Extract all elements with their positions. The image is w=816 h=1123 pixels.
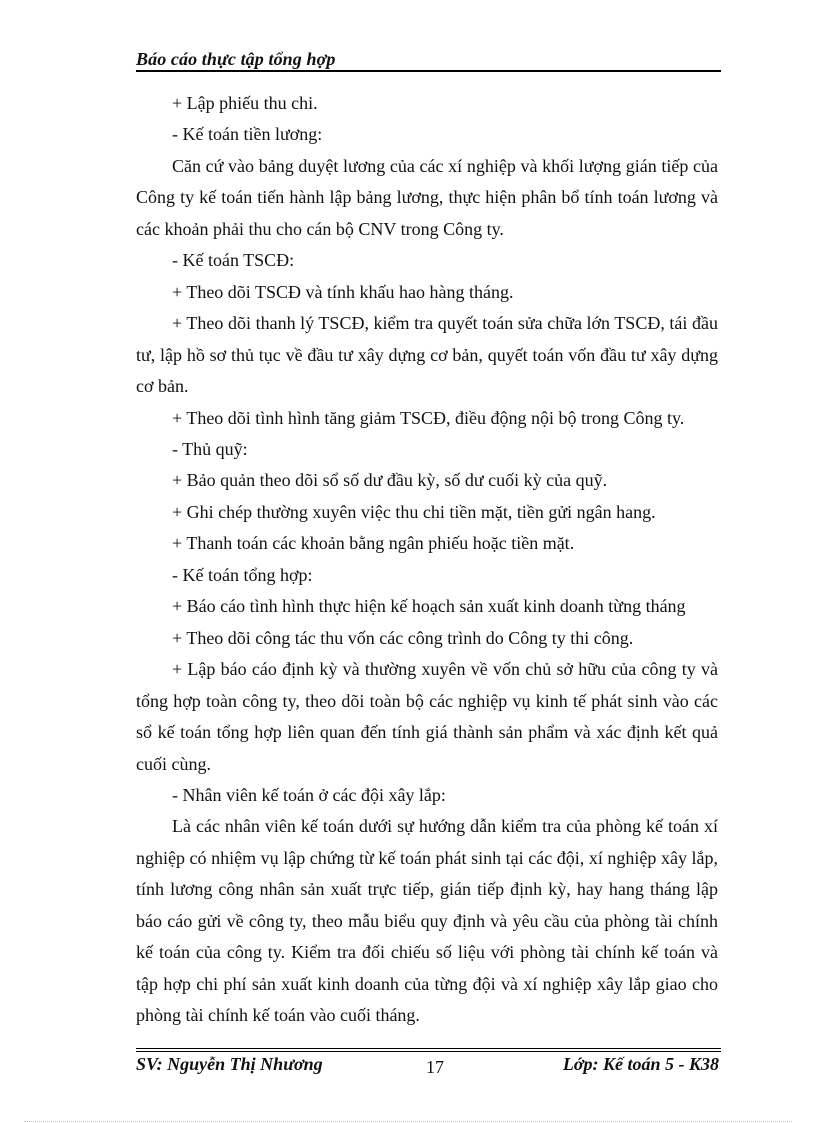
paragraph: - Nhân viên kế toán ở các đội xây lắp: [172,784,446,805]
page-edge-divider [24,1121,792,1122]
paragraph: Căn cứ vào bảng duyệt lương của các xí nghiệp và khối lượng gián tiếp của Công ty kế toán tiến hành lập bảng lương, thực hiện phân bổ tính toán lương và các khoản phải thu cho cán bộ CNV trong Công ty. [136,155,718,239]
footer-student: SV: Nguyễn Thị Nhương [136,1054,323,1074]
paragraph: + Theo dõi tình hình tăng giảm TSCĐ, điều động nội bộ trong Công ty. [172,407,685,428]
paragraph: + Theo dõi thanh lý TSCĐ, kiểm tra quyết toán sửa chữa lớn TSCĐ, tái đầu tư, lập hồ sơ thủ tục về đầu tư xây dựng cơ bản, quyết toán vốn đầu tư xây dựng cơ bản. [136,313,718,397]
header-title: Báo cáo thực tập tổng hợp [136,49,336,69]
paragraph: Là các nhân viên kế toán dưới sự hướng dẫn kiểm tra của phòng kế toán xí nghiệp có nhiệm vụ lập chứng từ kế toán phát sinh tại các đội, xí nghiệp xây lắp, tính lương công nhân sản xuất trực tiếp, gián tiếp định kỳ, hay hang tháng lập báo cáo gửi về công ty, theo mẫu biểu quy định và yêu cầu của phòng tài chính kế toán của công ty. Kiểm tra đối chiếu số liệu với phòng tài chính kế toán và tập hợp chi phí sản xuất kinh doanh của từng đội và xí nghiệp xây lắp giao cho phòng tài chính kế toán vào cuối tháng. [136,816,718,1026]
paragraph: - Kế toán tiền lương: [172,124,323,145]
paragraph: + Bảo quản theo dõi sổ số dư đầu kỳ, số dư cuối kỳ của quỹ. [172,470,608,491]
paragraph: + Theo dõi công tác thu vốn các công trình do Công ty thi công. [172,627,634,648]
paragraph: - Kế toán TSCĐ: [172,250,295,271]
paragraph: + Lập báo cáo định kỳ và thường xuyên về vốn chủ sở hữu của công ty và tổng hợp toàn công ty, theo dõi toàn bộ các nghiệp vụ kinh tế phát sinh vào các sổ kế toán tổng hợp liên quan đến tính giá thành sản phẩm và xác định kết quả cuối cùng. [136,659,718,774]
footer-rule [136,1048,721,1049]
page-number: 17 [426,1057,444,1077]
header-rule [136,70,721,72]
footer-class: Lớp: Kế toán 5 - K38 [562,1054,719,1074]
paragraph: + Lập phiếu thu chi. [172,93,318,113]
footer-rule [136,1051,721,1052]
paragraph: + Theo dõi TSCĐ và tính khấu hao hàng tháng. [172,281,514,302]
document-body [136,88,718,1032]
paragraph: + Thanh toán các khoản bằng ngân phiếu hoặc tiền mặt. [172,533,575,554]
paragraph: - Thủ quỹ: [172,438,248,459]
paragraph: + Báo cáo tình hình thực hiện kế hoạch sản xuất kinh doanh từng tháng [172,596,686,617]
paragraph: - Kế toán tổng hợp: [172,564,313,585]
paragraph: + Ghi chép thường xuyên việc thu chi tiền mặt, tiền gửi ngân hang. [172,501,656,522]
